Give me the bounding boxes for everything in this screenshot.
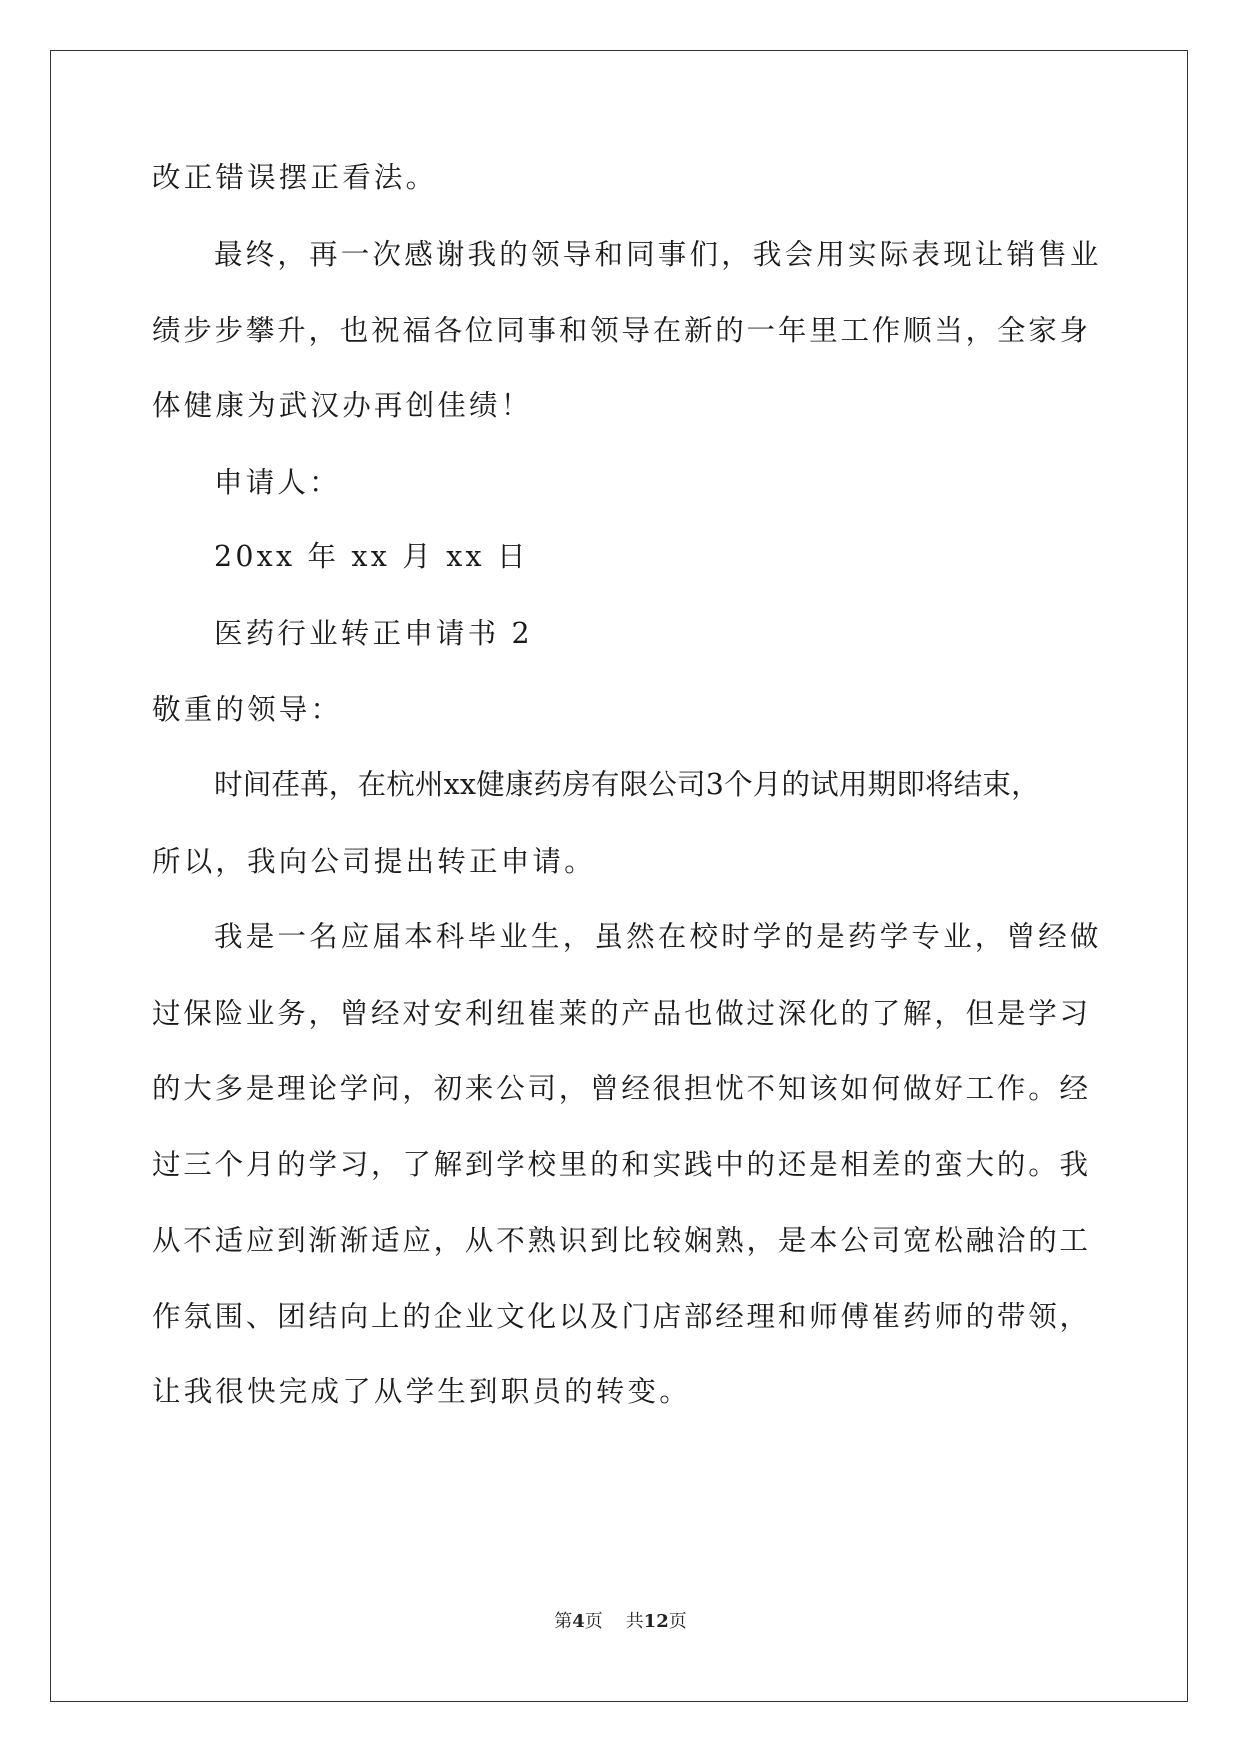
paragraph-line: 最终，再一次感谢我的领导和同事们，我会用实际表现让销售业 — [214, 238, 1102, 271]
paragraph-line: 绩步步攀升，也祝福各位同事和领导在新的一年里工作顺当，全家身 — [152, 314, 1088, 347]
paragraph-line: 改正错误摆正看法。 — [152, 161, 438, 194]
page-prefix: 第 — [554, 1611, 573, 1632]
total-suffix: 页 — [668, 1611, 687, 1632]
date-line: 20xx 年 xx 月 xx 日 — [214, 540, 529, 573]
paragraph-line: 作氛围、团结向上的企业文化以及门店部经理和师傅崔药师的带领， — [152, 1300, 1088, 1333]
page-number: 4 — [572, 1611, 585, 1632]
section-title: 医药行业转正申请书 2 — [214, 617, 533, 650]
salutation: 敬重的领导： — [152, 693, 343, 726]
paragraph-line: 所以，我向公司提出转正申请。 — [152, 845, 596, 878]
paragraph-line: 从不适应到渐渐适应，从不熟识到比较娴熟，是本公司宽松融洽的工 — [152, 1224, 1088, 1257]
total-prefix: 共 — [625, 1611, 644, 1632]
paragraph-line: 让我很快完成了从学生到职员的转变。 — [152, 1375, 691, 1408]
total-pages: 12 — [643, 1611, 669, 1632]
page-suffix: 页 — [584, 1611, 603, 1632]
applicant-label: 申请人： — [214, 466, 341, 499]
paragraph-line: 过保险业务，曾经对安利纽崔莱的产品也做过深化的了解，但是学习 — [152, 997, 1088, 1030]
page-footer — [0, 1610, 1241, 1634]
paragraph-line: 的大多是理论学问，初来公司，曾经很担忧不知该如何做好工作。经 — [152, 1072, 1088, 1105]
paragraph-line: 体健康为武汉办再创佳绩！ — [152, 389, 533, 422]
paragraph-line: 我是一名应届本科毕业生，虽然在校时学的是药学专业，曾经做 — [214, 920, 1102, 953]
paragraph-line: 过三个月的学习，了解到学校里的和实践中的还是相差的蛮大的。我 — [152, 1148, 1088, 1181]
paragraph-line: 时间荏苒，在杭州xx健康药房有限公司3个月的试用期即将结束， — [214, 768, 1040, 801]
